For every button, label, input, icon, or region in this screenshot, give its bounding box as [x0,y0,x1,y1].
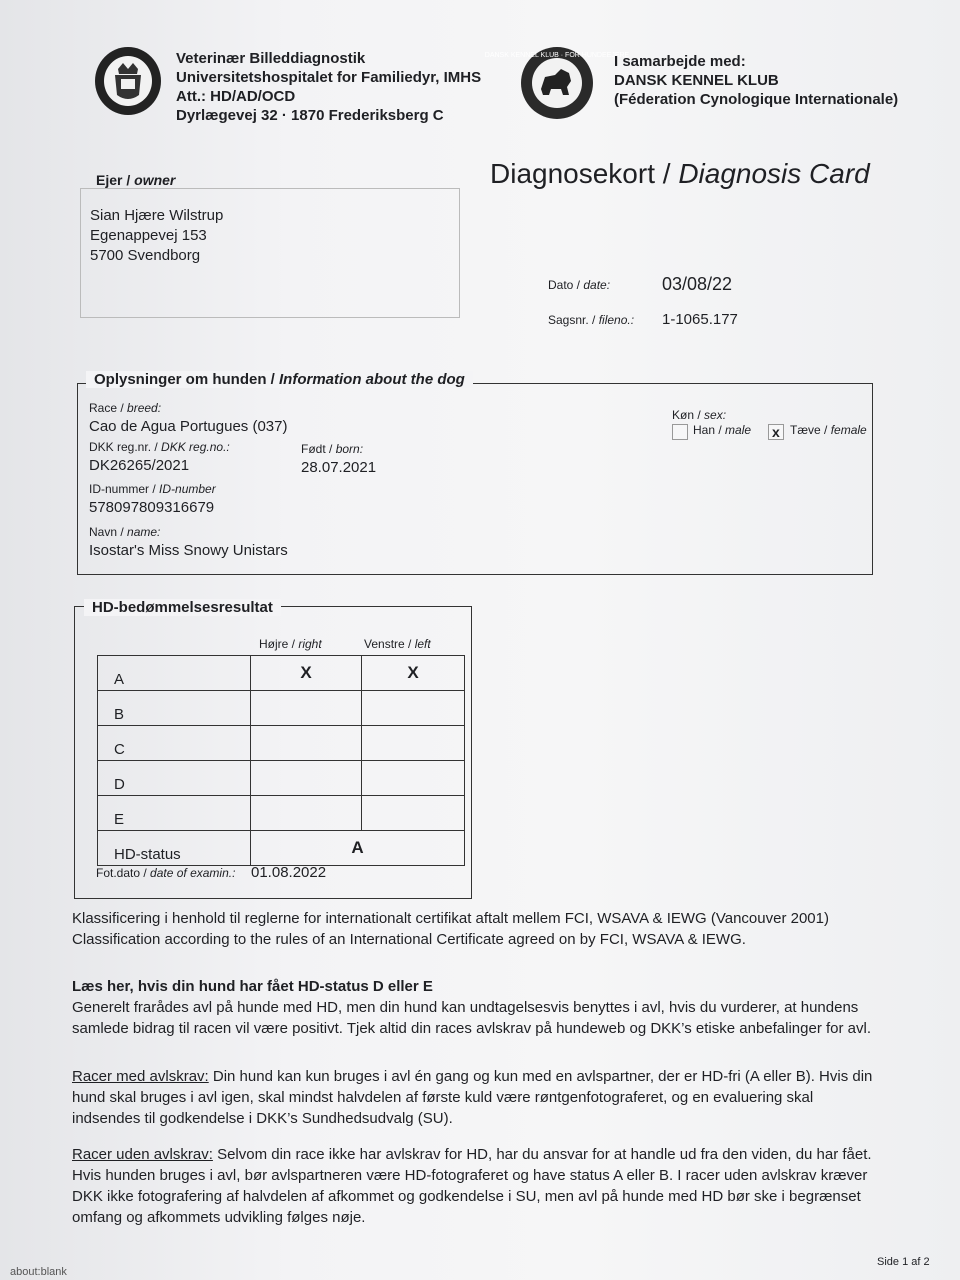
female-label-en: female [830,423,867,437]
card-date: 03/08/22 [662,274,733,294]
female-label-da: Tæve / [790,423,828,437]
partner-fci: (Féderation Cynologique Internationale) [614,91,899,108]
grade-cell: D [98,761,251,796]
table-row [98,726,465,761]
dog-legend-en: Information about the dog [279,371,465,388]
clinic-line: Att.: HD/AD/OCD [176,88,296,105]
dog-legend-da: Oplysninger om hunden / [94,371,275,388]
left-header-en: left [414,637,431,651]
male-label-en: male [725,423,752,437]
grade-cell: B [98,691,251,726]
date-label-en: date: [583,278,611,292]
partner-block [614,52,898,109]
university-seal-logo [93,45,163,117]
reg-label-en: DKK reg.no.: [161,440,230,454]
hd-grade-table [97,655,465,866]
owner-label [96,172,175,188]
exam-date-label [96,866,235,880]
name-label [89,525,160,539]
dkk-logo-text: DANSK KENNEL KLUB · FOR HUNDEEJERE [484,52,630,59]
right-header-en: right [298,637,322,651]
classification-da: Klassificering i henhold til reglerne for internationalt certifikat aftalt mellem FCI, WSAVA & IEWG (Vancouver 2001) [72,910,829,927]
para3-text: Selvom din race ikke har avlskrav for HD, har du ansvar for at handle ud fra den viden, du har fået. Hvis hunden bruges i avl, bør avlspartneren være HD-fotograferet og have status A eller B. I racer uden avlskrav kræver DKK ikke fotografering af halvdelen af afkommet og godkendelse i SU, men avl på hunde med HD bør ske i begrænset omfang og afkommets udvikling følges nøje. [72,1146,872,1226]
card-fileno: 1-1065.177 [662,311,738,328]
card-title-en: Diagnosis Card [678,158,870,189]
clinic-address [176,49,481,125]
born-label [301,442,363,456]
classification-note [72,908,882,950]
fileno-label [548,313,634,327]
male-label-da: Han / [693,423,722,437]
clinic-line: Universitetshospitalet for Familiedyr, IMHS [176,69,482,86]
id-label-en: ID-number [159,482,216,496]
grade-cell: C [98,726,251,761]
left-cell [362,761,465,796]
fileno-label-da: Sagsnr. / [548,313,596,327]
exam-date: 01.08.2022 [251,864,327,881]
sex-label-da: Køn / [672,408,701,422]
right-cell: X [251,656,362,691]
right-cell [251,796,362,831]
card-title [490,158,870,190]
para2-label: Racer med avlskrav: [72,1068,209,1085]
breed-label [89,401,161,415]
born-label-da: Født / [301,442,333,456]
exam-label-en: date of examin.: [150,866,236,880]
owner-city: 5700 Svendborg [90,247,201,264]
female-checkbox [768,424,784,440]
page-number: Side 1 af 2 [877,1256,930,1268]
guidance-paragraph-2 [72,1066,882,1129]
partner-name: DANSK KENNEL KLUB [614,72,779,89]
owner-label-da: Ejer / [96,172,131,188]
owner-address [90,206,223,266]
table-row [98,691,465,726]
id-label [89,482,216,496]
clinic-line: Veterinær Billeddiagnostik [176,50,366,67]
para2-text: Din hund kan kun bruges i avl én gang og kun med en avlspartner, der er HD-fri (A eller B). Hvis din hund skal bruges i avl igen, skal mindst halvdelen af første kuld være røntgenfotograferet, og en evaluering skal indsendes til godkendelse i DKK’s Sundhedsudvalg (SU). [72,1068,873,1127]
para3-label: Racer uden avlskrav: [72,1146,213,1163]
right-cell [251,761,362,796]
left-header-da: Venstre / [364,637,412,651]
dog-info-legend [86,371,473,388]
left-cell [362,726,465,761]
female-label [790,423,867,437]
dog-name: Isostar's Miss Snowy Unistars [89,542,288,559]
dkk-logo [484,45,630,121]
hd-legend: HD-bedømmelsesresultat [84,599,281,616]
browser-url: about:blank [10,1266,67,1278]
grade-cell: E [98,796,251,831]
date-label [548,278,610,292]
right-cell [251,691,362,726]
sex-label-en: sex: [704,408,727,422]
left-cell: X [362,656,465,691]
right-header-da: Højre / [259,637,295,651]
guidance-paragraph-3 [72,1144,882,1228]
right-col-header [259,637,322,651]
dog-breed: Cao de Agua Portugues (037) [89,418,288,435]
breed-label-en: breed: [127,401,162,415]
card-title-da: Diagnosekort / [490,158,671,189]
dog-born: 28.07.2021 [301,459,377,476]
breed-label-da: Race / [89,401,124,415]
grade-cell: A [98,656,251,691]
id-label-da: ID-nummer / [89,482,156,496]
table-row [98,656,465,691]
fileno-label-en: fileno.: [598,313,635,327]
owner-label-en: owner [134,172,176,188]
clinic-line: Dyrlægevej 32 · 1870 Frederiksberg C [176,107,444,124]
female-check-mark: x [772,424,780,440]
table-row [98,831,465,866]
reg-label [89,440,230,454]
table-row [98,796,465,831]
left-col-header [364,637,431,651]
table-row [98,761,465,796]
left-cell [362,691,465,726]
guidance-paragraph-1: Generelt frarådes avl på hunde med HD, men din hund kan undtagelsesvis benyttes i avl, hvis du vurderer, at hundens samlede bidrag til racen vil være positivt. Tjek altid din races avlskrav på hundeweb og DKK’s etiske anbefalinger for avl. [72,999,872,1037]
owner-name: Sian Hjære Wilstrup [90,207,224,224]
dog-reg: DK26265/2021 [89,457,190,474]
male-label [693,423,751,437]
exam-label-da: Fot.dato / [96,866,147,880]
guidance-section [72,976,882,1039]
name-label-da: Navn / [89,525,124,539]
owner-street: Egenappevej 153 [90,227,207,244]
dog-id: 578097809316679 [89,499,215,516]
sex-label [672,408,726,422]
guidance-heading: Læs her, hvis din hund har fået HD-status D eller E [72,978,433,995]
partner-intro: I samarbejde med: [614,53,746,70]
date-label-da: Dato / [548,278,581,292]
reg-label-da: DKK reg.nr. / [89,440,158,454]
male-checkbox [672,424,688,440]
left-cell [362,796,465,831]
hd-status-value: A [251,831,465,866]
name-label-en: name: [127,525,161,539]
born-label-en: born: [335,442,364,456]
hd-status-label: HD-status [98,831,251,866]
right-cell [251,726,362,761]
classification-en: Classification according to the rules of an International Certificate agreed on by FCI, WSAVA & IEWG. [72,931,746,948]
